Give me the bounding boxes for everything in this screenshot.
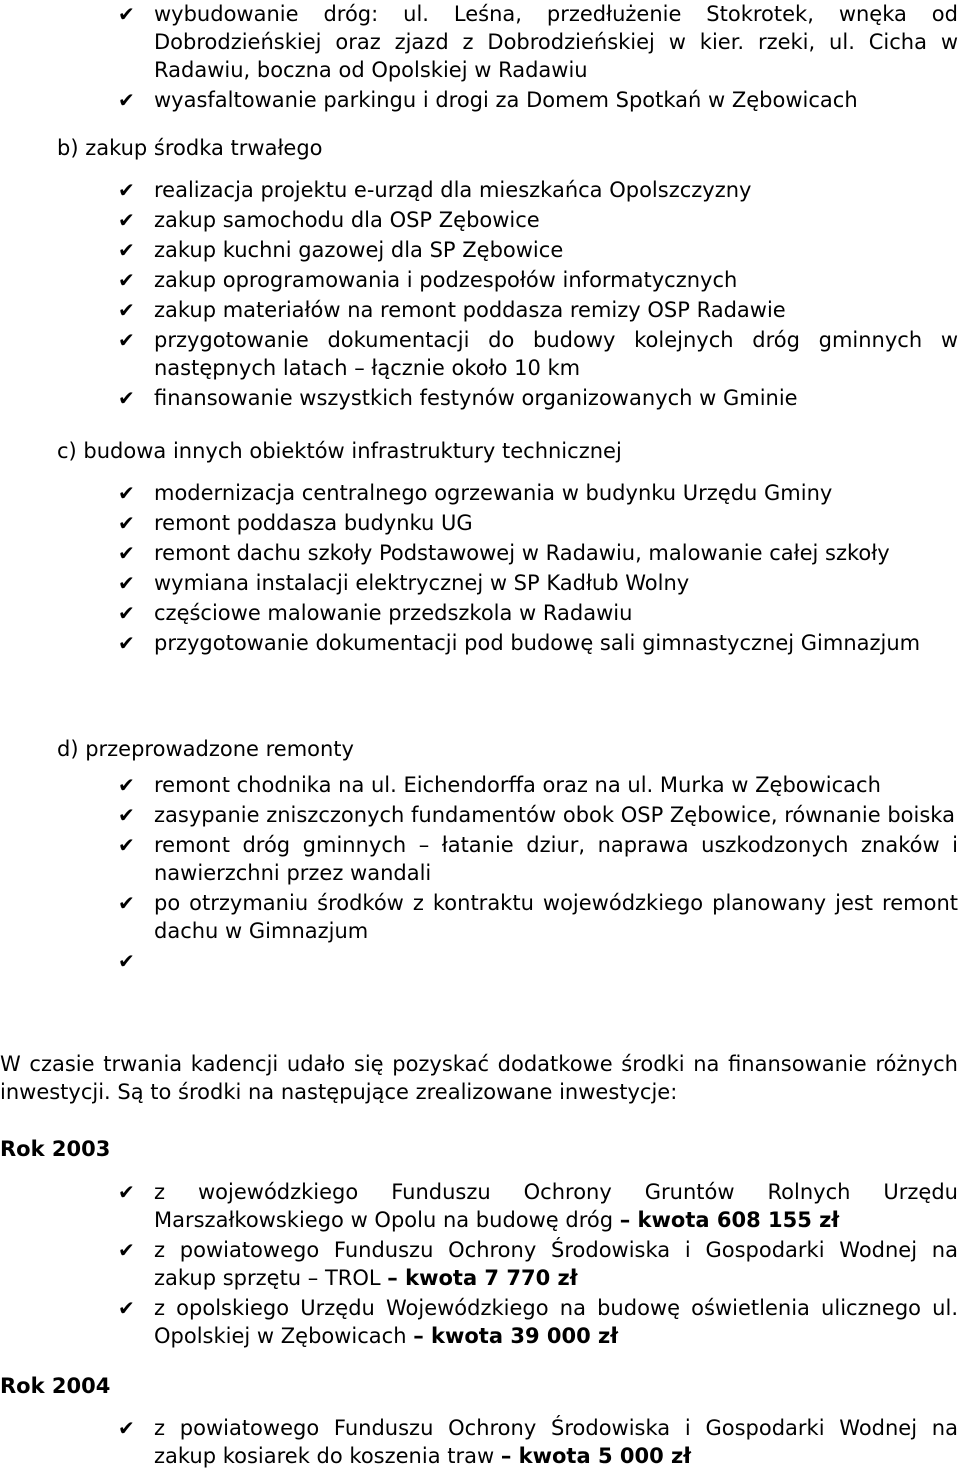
check-icon: ✔ — [118, 803, 135, 827]
list-item: ✔ zasypanie zniszczonych fundamentów obok OSP Zębowice, równanie boiska — [118, 803, 955, 827]
intro-paragraph: W czasie trwania kadencji udało się pozyskać dodatkowe środki na finansowanie różnych inwestycji. Są to środki na następujące zrealizowane inwestycje: — [0, 1052, 958, 1104]
list-item: ✔ wyasfaltowanie parkingu i drogi za Domem Spotkań w Zębowicach — [118, 88, 858, 112]
check-icon: ✔ — [118, 178, 135, 202]
list-item: ✔ finansowanie wszystkich festynów organizowanych w Gminie — [118, 386, 798, 410]
list-item: ✔ po otrzymaniu środków z kontraktu wojewódzkiego planowany jest remont dachu w Gimnazjum — [118, 891, 958, 943]
section-a-list — [118, 0, 958, 116]
section-c-list — [118, 479, 958, 659]
check-icon: ✔ — [118, 891, 135, 915]
check-icon: ✔ — [118, 208, 135, 232]
list-item: ✔ wymiana instalacji elektrycznej w SP Kadłub Wolny — [118, 571, 690, 595]
check-icon: ✔ — [118, 386, 135, 410]
section-c-heading: c) budowa innych obiektów infrastruktury technicznej — [57, 439, 622, 463]
list-item: ✔ realizacja projektu e-urząd dla mieszkańca Opolszczyzny — [118, 178, 752, 202]
year-2003-list — [118, 1178, 958, 1352]
list-item: ✔ z opolskiego Urzędu Wojewódzkiego na budowę oświetlenia ulicznego ul. Opolskiej w Zębowicach – kwota 39 000 zł — [118, 1296, 958, 1348]
year-2004-heading: Rok 2004 — [0, 1374, 111, 1398]
check-icon: ✔ — [118, 268, 135, 292]
check-icon: ✔ — [118, 833, 135, 857]
list-item — [118, 947, 958, 975]
year-2003-heading: Rok 2003 — [0, 1137, 111, 1161]
section-b-heading: b) zakup środka trwałego — [57, 136, 323, 160]
check-icon: ✔ — [118, 773, 135, 797]
amount: – kwota 39 000 zł — [413, 1324, 619, 1348]
check-icon: ✔ — [118, 571, 135, 595]
check-icon: ✔ — [118, 631, 135, 655]
section-b-list — [118, 176, 958, 414]
list-item: ✔ remont poddasza budynku UG — [118, 511, 473, 535]
list-item: ✔ wybudowanie dróg: ul. Leśna, przedłużenie Stokrotek, wnęka od Dobrodzieńskiej oraz zjazd z Dobrodzieńskiej w kier. rzeki, ul. Cicha w Radawiu, boczna od Opolskiej w Radawiu — [118, 2, 958, 82]
check-icon: ✔ — [118, 1180, 135, 1204]
list-item: ✔ remont chodnika na ul. Eichendorffa oraz na ul. Murka w Zębowicach — [118, 773, 881, 797]
check-icon: ✔ — [118, 328, 135, 352]
list-item: ✔ przygotowanie dokumentacji do budowy kolejnych dróg gminnych w następnych latach – łącznie około 10 km — [118, 328, 958, 380]
check-icon: ✔ — [118, 601, 135, 625]
amount: – kwota 5 000 zł — [500, 1444, 692, 1468]
check-icon: ✔ — [118, 1238, 135, 1262]
check-icon: ✔ — [118, 949, 135, 973]
list-item: ✔ częściowe malowanie przedszkola w Radawiu — [118, 601, 633, 625]
list-item: ✔ z wojewódzkiego Funduszu Ochrony Gruntów Rolnych Urzędu Marszałkowskiego w Opolu na budowę dróg – kwota 608 155 zł — [118, 1180, 958, 1232]
check-icon: ✔ — [118, 541, 135, 565]
list-item: ✔ zakup kuchni gazowej dla SP Zębowice — [118, 238, 564, 262]
list-item: ✔ przygotowanie dokumentacji pod budowę sali gimnastycznej Gimnazjum — [118, 631, 921, 655]
check-icon: ✔ — [118, 511, 135, 535]
list-item: ✔ zakup materiałów na remont poddasza remizy OSP Radawie — [118, 298, 786, 322]
check-icon: ✔ — [118, 238, 135, 262]
check-icon: ✔ — [118, 1416, 135, 1440]
list-item: ✔ remont dachu szkoły Podstawowej w Radawiu, malowanie całej szkoły — [118, 541, 890, 565]
list-item: ✔ remont dróg gminnych – łatanie dziur, naprawa uszkodzonych znaków i nawierzchni przez wandali — [118, 833, 958, 885]
section-d-list — [118, 771, 958, 977]
year-2004-list — [118, 1414, 958, 1472]
list-item: ✔ zakup oprogramowania i podzespołów informatycznych — [118, 268, 738, 292]
check-icon: ✔ — [118, 481, 135, 505]
list-item: ✔ zakup samochodu dla OSP Zębowice — [118, 208, 540, 232]
check-icon: ✔ — [118, 2, 135, 26]
amount: – kwota 608 155 zł — [619, 1208, 840, 1232]
check-icon: ✔ — [118, 298, 135, 322]
check-icon: ✔ — [118, 88, 135, 112]
list-item: ✔ z powiatowego Funduszu Ochrony Środowiska i Gospodarki Wodnej na zakup kosiarek do koszenia traw – kwota 5 000 zł — [118, 1416, 958, 1468]
section-d-heading: d) przeprowadzone remonty — [57, 737, 354, 761]
list-item: ✔ modernizacja centralnego ogrzewania w budynku Urzędu Gminy — [118, 481, 833, 505]
list-item: ✔ z powiatowego Funduszu Ochrony Środowiska i Gospodarki Wodnej na zakup sprzętu – TROL – kwota 7 770 zł — [118, 1238, 958, 1290]
check-icon: ✔ — [118, 1296, 135, 1320]
amount: – kwota 7 770 zł — [387, 1266, 578, 1290]
